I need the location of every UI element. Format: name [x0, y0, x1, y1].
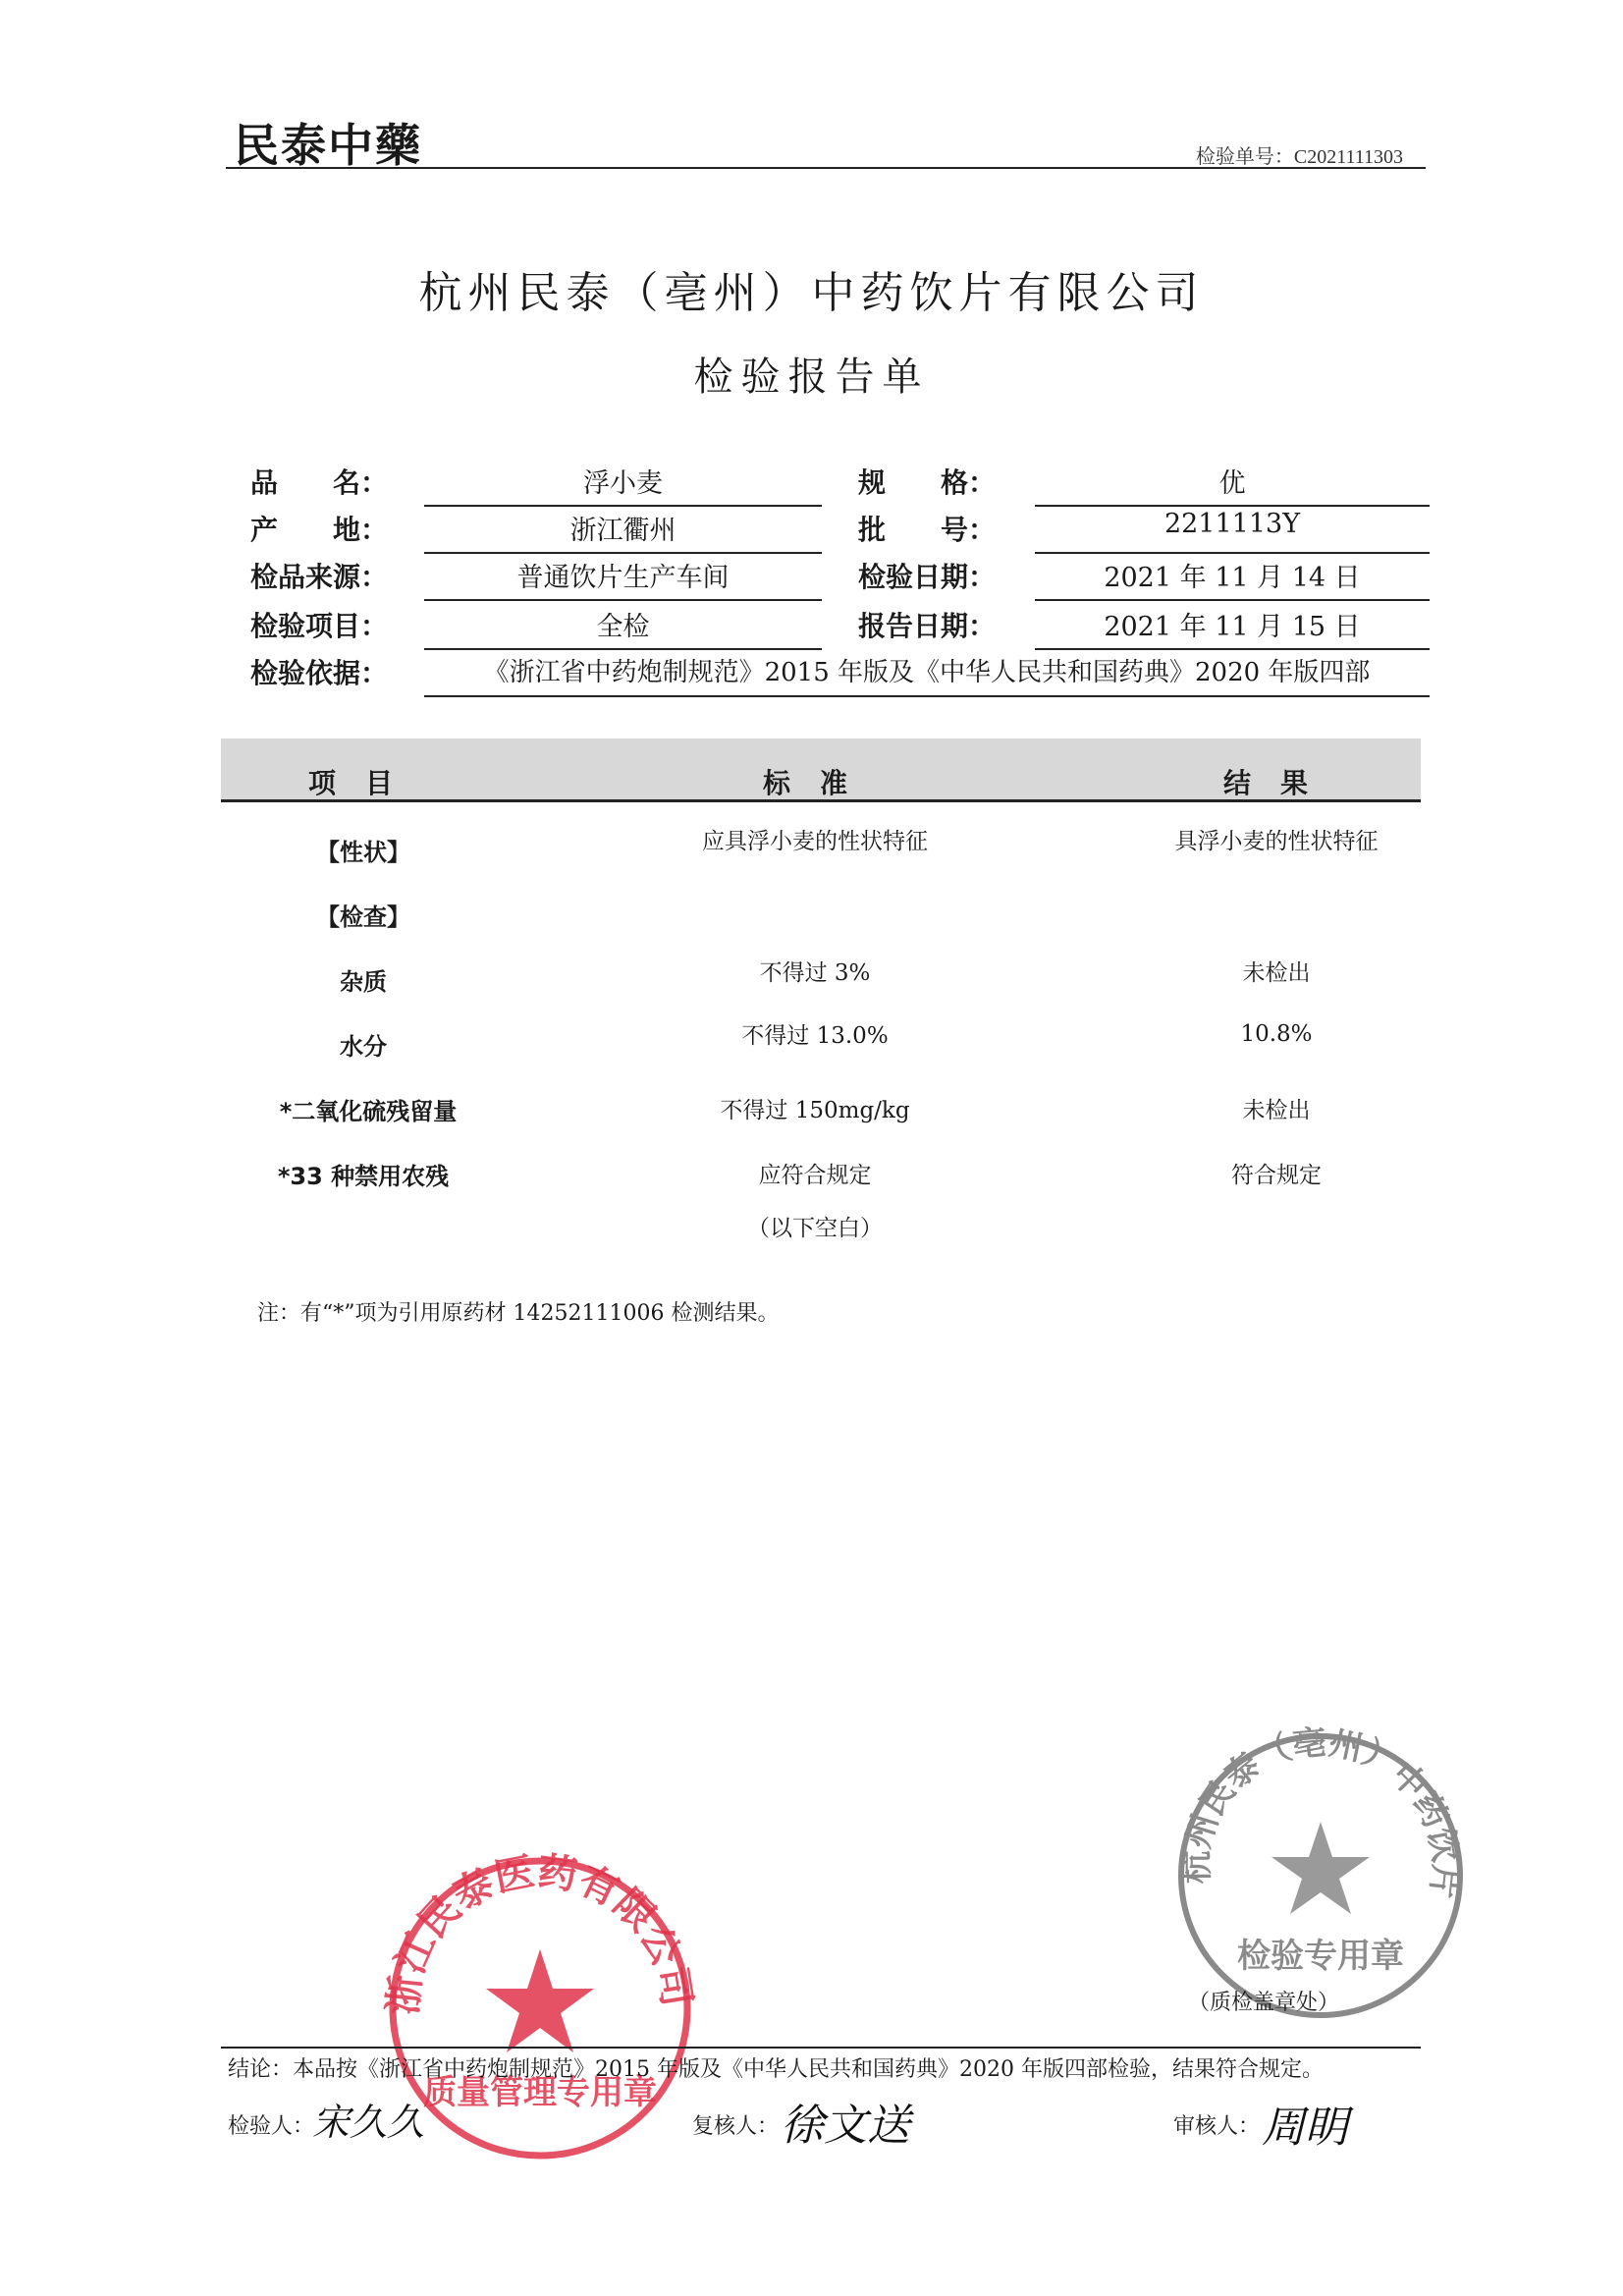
blank-note: （以下空白）: [747, 1216, 883, 1241]
table-row-item: 【检查】: [316, 903, 410, 931]
table-row-item: *二氧化硫残留量: [279, 1098, 458, 1125]
document-title: 检验报告单: [693, 355, 930, 400]
inspect-date-value: 2021 年 11 月 14 日: [1035, 556, 1430, 601]
table-row-item: 杂质: [340, 968, 387, 996]
stamp-caption: （质检盖章处）: [1188, 1991, 1340, 2015]
table-row-item: *33 种禁用农残: [277, 1163, 450, 1190]
table-row-standard: 不得过 3%: [759, 960, 871, 986]
report-number: 检验单号：C2021111303: [1195, 146, 1403, 168]
table-row-result: 未检出: [1242, 1098, 1311, 1123]
conclusion-text: 结论：本品按《浙江省中药炮制规范》2015 年版及《中华人民共和国药典》2020 年版四部检验，结果符合规定。: [228, 2057, 1324, 2082]
qc-stamp-seal-icon: [1163, 1714, 1478, 2028]
company-logo: 民泰中藥: [234, 119, 422, 172]
table-row-standard: 应符合规定: [758, 1163, 872, 1188]
col-header-standard: 标准: [763, 767, 878, 799]
spec-value: 优: [1035, 462, 1430, 507]
svg-text:检验专用章: 检验专用章: [1237, 1937, 1404, 1976]
origin-label: 产 地：: [250, 514, 389, 546]
footer-divider: [221, 2047, 1421, 2049]
svg-text:质量管理专用章: 质量管理专用章: [423, 2073, 657, 2112]
inspect-date-label: 检验日期：: [858, 561, 997, 593]
svg-text:浙江民泰医药有限公司: 浙江民泰医药有限公司: [380, 1848, 700, 2017]
spec-label: 规 格：: [858, 466, 997, 499]
batch-label: 批 号：: [858, 514, 997, 546]
basis-label: 检验依据：: [250, 657, 389, 689]
table-row-standard: 应具浮小麦的性状特征: [702, 829, 928, 854]
table-row-result: 具浮小麦的性状特征: [1174, 829, 1379, 854]
report-date-value: 2021 年 11 月 15 日: [1035, 605, 1430, 650]
col-header-result: 结果: [1223, 767, 1338, 799]
item-label: 检验项目：: [250, 610, 389, 642]
reviewer-signature: 徐文送: [781, 2101, 910, 2151]
batch-value: 2211113Y: [1035, 509, 1430, 554]
footnote: 注：有“*”项为引用原药材 14252111006 检测结果。: [257, 1301, 780, 1326]
approver-label: 审核人：: [1173, 2114, 1261, 2139]
source-value: 普通饮片生产车间: [424, 556, 822, 601]
company-name: 杭州民泰（亳州）中药饮片有限公司: [418, 268, 1205, 318]
table-row-item: 水分: [340, 1033, 387, 1061]
qc-stamp: [1163, 1714, 1478, 2028]
origin-value: 浙江衢州: [424, 509, 822, 554]
approver-signature: 周眀: [1262, 2103, 1348, 2153]
table-row-standard: 不得过 13.0%: [741, 1023, 889, 1049]
basis-value: 《浙江省中药炮制规范》2015 年版及《中华人民共和国药典》2020 年版四部: [424, 652, 1430, 697]
name-label: 品 名：: [250, 466, 389, 499]
table-row-result: 未检出: [1242, 960, 1311, 986]
quality-stamp: [378, 1846, 702, 2170]
table-row-standard: 不得过 150mg/kg: [720, 1098, 910, 1123]
item-value: 全检: [424, 605, 822, 650]
table-row-result: 符合规定: [1231, 1163, 1322, 1188]
source-label: 检品来源：: [250, 561, 389, 593]
svg-text:杭州民泰（亳州）中药饮片有限公司: 杭州民泰（亳州）中药饮片: [1176, 1722, 1465, 1900]
inspector-label: 检验人：: [228, 2114, 315, 2139]
table-row-item: 【性状】: [316, 839, 410, 866]
col-header-item: 项目: [308, 767, 423, 799]
quality-stamp-seal-icon: [378, 1846, 702, 2170]
table-row-result: 10.8%: [1240, 1021, 1313, 1047]
header-divider: [226, 167, 1426, 169]
reviewer-label: 复核人：: [692, 2114, 780, 2139]
name-value: 浮小麦: [424, 462, 822, 507]
inspector-signature: 宋久久: [312, 2101, 425, 2144]
report-date-label: 报告日期：: [858, 610, 997, 642]
